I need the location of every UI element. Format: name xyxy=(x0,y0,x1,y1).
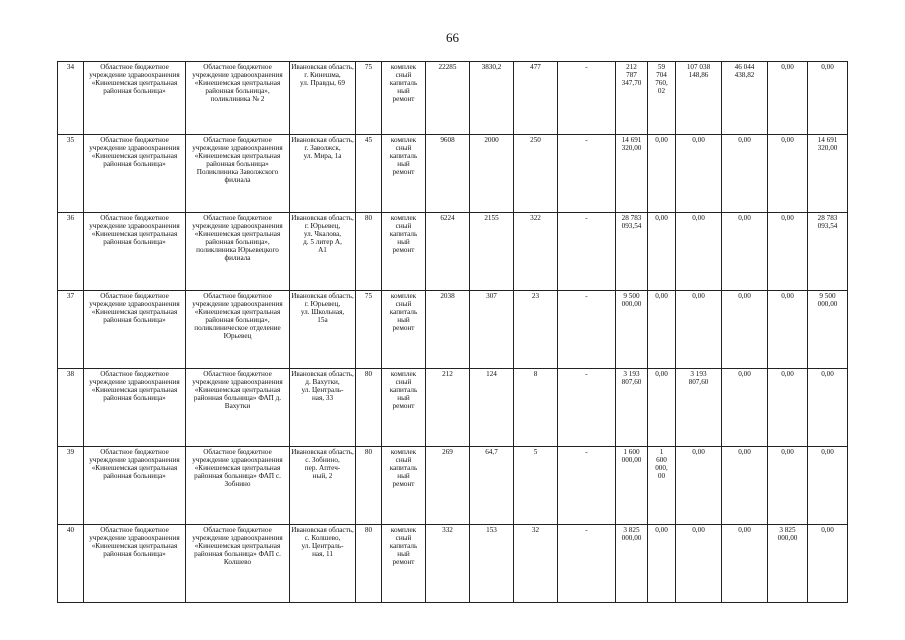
capacity-cell: 322 xyxy=(514,213,558,291)
organization-cell: Областное бюджетное учреждение здравоохранения «Кинешемская центральная районная больница» xyxy=(84,525,186,603)
area-cell: 332 xyxy=(426,525,470,603)
area-cell: 6224 xyxy=(426,213,470,291)
work-type-cell: комплек сный капиталь ный ремонт xyxy=(382,135,426,213)
work-type-cell: комплек сный капиталь ный ремонт xyxy=(382,525,426,603)
cost-year1-cell: 1 600 000, 00 xyxy=(648,447,676,525)
row-number-cell: 35 xyxy=(58,135,84,213)
organization-cell: Областное бюджетное учреждение здравоохранения «Кинешемская центральная районная больница» xyxy=(84,369,186,447)
total-cost-cell: 3 193 807,60 xyxy=(616,369,648,447)
row-number-cell: 37 xyxy=(58,291,84,369)
organization-cell: Областное бюджетное учреждение здравоохранения «Кинешемская центральная районная больница» xyxy=(84,62,186,135)
work-type-cell: комплек сный капиталь ный ремонт xyxy=(382,213,426,291)
dash-cell: - xyxy=(558,369,616,447)
capacity-cell: 8 xyxy=(514,369,558,447)
work-type-cell: комплек сный капиталь ный ремонт xyxy=(382,369,426,447)
row-number-cell: 38 xyxy=(58,369,84,447)
volume-cell: 307 xyxy=(470,291,514,369)
area-cell: 9608 xyxy=(426,135,470,213)
cost-year5-cell: 0,00 xyxy=(808,369,848,447)
cost-year2-cell: 0,00 xyxy=(676,525,722,603)
cost-year5-cell: 0,00 xyxy=(808,62,848,135)
wear-percent-cell: 75 xyxy=(356,291,382,369)
dash-cell: - xyxy=(558,291,616,369)
area-cell: 2038 xyxy=(426,291,470,369)
work-type-cell: комплек сный капиталь ный ремонт xyxy=(382,447,426,525)
capacity-cell: 5 xyxy=(514,447,558,525)
work-type-cell: комплек сный капиталь ный ремонт xyxy=(382,291,426,369)
object-name-cell: Областное бюджетное учреждение здравоохранения «Кинешемская центральная районная больница» ФАП д. Вахутки xyxy=(186,369,290,447)
table-row xyxy=(58,213,848,291)
object-name-cell: Областное бюджетное учреждение здравоохранения «Кинешемская центральная районная больница», поликлиника Юрьевецкого филиала xyxy=(186,213,290,291)
address-cell: Ивановская область, с. Зобнино, пер. Аптеч- ный, 2 xyxy=(290,447,356,525)
capacity-cell: 477 xyxy=(514,62,558,135)
cost-year2-cell: 0,00 xyxy=(676,213,722,291)
volume-cell: 2000 xyxy=(470,135,514,213)
address-cell: Ивановская область, г. Юрьевец, ул. Чкалова, д. 5 литер А, А1 xyxy=(290,213,356,291)
organization-cell: Областное бюджетное учреждение здравоохранения «Кинешемская центральная районная больница» xyxy=(84,291,186,369)
cost-year4-cell: 0,00 xyxy=(768,135,808,213)
cost-year4-cell: 0,00 xyxy=(768,62,808,135)
cost-year3-cell: 0,00 xyxy=(722,291,768,369)
area-cell: 212 xyxy=(426,369,470,447)
area-cell: 269 xyxy=(426,447,470,525)
object-name-cell: Областное бюджетное учреждение здравоохранения «Кинешемская центральная районная больница», поликлиника № 2 xyxy=(186,62,290,135)
cost-year4-cell: 0,00 xyxy=(768,291,808,369)
address-cell: Ивановская область, д. Вахутки, ул. Централь- ная, 33 xyxy=(290,369,356,447)
capital-repair-table xyxy=(57,61,848,603)
total-cost-cell: 14 691 320,00 xyxy=(616,135,648,213)
cost-year4-cell: 3 825 000,00 xyxy=(768,525,808,603)
wear-percent-cell: 80 xyxy=(356,525,382,603)
cost-year5-cell: 0,00 xyxy=(808,447,848,525)
cost-year1-cell: 0,00 xyxy=(648,369,676,447)
address-cell: Ивановская область, г. Кинешма, ул. Правды, 69 xyxy=(290,62,356,135)
volume-cell: 2155 xyxy=(470,213,514,291)
cost-year2-cell: 107 038 148,86 xyxy=(676,62,722,135)
dash-cell: - xyxy=(558,525,616,603)
cost-year2-cell: 0,00 xyxy=(676,291,722,369)
wear-percent-cell: 45 xyxy=(356,135,382,213)
object-name-cell: Областное бюджетное учреждение здравоохранения «Кинешемская центральная районная больница» ФАП с. Зобнино xyxy=(186,447,290,525)
cost-year3-cell: 0,00 xyxy=(722,135,768,213)
table-row xyxy=(58,135,848,213)
cost-year4-cell: 0,00 xyxy=(768,369,808,447)
wear-percent-cell: 80 xyxy=(356,213,382,291)
table-row xyxy=(58,62,848,135)
cost-year5-cell: 28 783 093,54 xyxy=(808,213,848,291)
object-name-cell: Областное бюджетное учреждение здравоохранения «Кинешемская центральная районная больница» ФАП с. Колшево xyxy=(186,525,290,603)
dash-cell: - xyxy=(558,62,616,135)
cost-year3-cell: 0,00 xyxy=(722,369,768,447)
row-number-cell: 34 xyxy=(58,62,84,135)
cost-year1-cell: 59 704 760, 02 xyxy=(648,62,676,135)
dash-cell: - xyxy=(558,135,616,213)
work-type-cell: комплек сный капиталь ный ремонт xyxy=(382,62,426,135)
wear-percent-cell: 80 xyxy=(356,447,382,525)
volume-cell: 3830,2 xyxy=(470,62,514,135)
total-cost-cell: 3 825 000,00 xyxy=(616,525,648,603)
cost-year1-cell: 0,00 xyxy=(648,525,676,603)
cost-year5-cell: 14 691 320,00 xyxy=(808,135,848,213)
cost-year5-cell: 0,00 xyxy=(808,525,848,603)
capacity-cell: 32 xyxy=(514,525,558,603)
area-cell: 22285 xyxy=(426,62,470,135)
cost-year3-cell: 0,00 xyxy=(722,213,768,291)
total-cost-cell: 1 600 000,00 xyxy=(616,447,648,525)
cost-year2-cell: 3 193 807,60 xyxy=(676,369,722,447)
address-cell: Ивановская область, с. Колшево, ул. Централь- ная, 11 xyxy=(290,525,356,603)
row-number-cell: 36 xyxy=(58,213,84,291)
cost-year1-cell: 0,00 xyxy=(648,135,676,213)
table-row xyxy=(58,525,848,603)
organization-cell: Областное бюджетное учреждение здравоохранения «Кинешемская центральная районная больница» xyxy=(84,213,186,291)
cost-year3-cell: 0,00 xyxy=(722,525,768,603)
table-row xyxy=(58,291,848,369)
cost-year4-cell: 0,00 xyxy=(768,447,808,525)
cost-year4-cell: 0,00 xyxy=(768,213,808,291)
row-number-cell: 39 xyxy=(58,447,84,525)
wear-percent-cell: 75 xyxy=(356,62,382,135)
total-cost-cell: 9 500 000,00 xyxy=(616,291,648,369)
cost-year2-cell: 0,00 xyxy=(676,447,722,525)
organization-cell: Областное бюджетное учреждение здравоохранения «Кинешемская центральная районная больница» xyxy=(84,135,186,213)
organization-cell: Областное бюджетное учреждение здравоохранения «Кинешемская центральная районная больница» xyxy=(84,447,186,525)
capacity-cell: 250 xyxy=(514,135,558,213)
table-body xyxy=(58,62,848,603)
dash-cell: - xyxy=(558,213,616,291)
table-row xyxy=(58,369,848,447)
address-cell: Ивановская область, г. Юрьевец, ул. Школьная, 15а xyxy=(290,291,356,369)
volume-cell: 153 xyxy=(470,525,514,603)
cost-year5-cell: 9 500 000,00 xyxy=(808,291,848,369)
row-number-cell: 40 xyxy=(58,525,84,603)
volume-cell: 64,7 xyxy=(470,447,514,525)
cost-year3-cell: 46 044 438,82 xyxy=(722,62,768,135)
total-cost-cell: 28 783 093,54 xyxy=(616,213,648,291)
capacity-cell: 23 xyxy=(514,291,558,369)
volume-cell: 124 xyxy=(470,369,514,447)
cost-year1-cell: 0,00 xyxy=(648,291,676,369)
cost-year2-cell: 0,00 xyxy=(676,135,722,213)
dash-cell: - xyxy=(558,447,616,525)
wear-percent-cell: 80 xyxy=(356,369,382,447)
cost-year1-cell: 0,00 xyxy=(648,213,676,291)
table-row xyxy=(58,447,848,525)
page-number: 66 xyxy=(446,30,459,45)
total-cost-cell: 212 787 347,70 xyxy=(616,62,648,135)
cost-year3-cell: 0,00 xyxy=(722,447,768,525)
object-name-cell: Областное бюджетное учреждение здравоохранения «Кинешемская центральная районная больница», поликлиническое отделение Юрьевец xyxy=(186,291,290,369)
object-name-cell: Областное бюджетное учреждение здравоохранения «Кинешемская центральная районная больница» Поликлиника Заволжского филиала xyxy=(186,135,290,213)
address-cell: Ивановская область, г. Заволжск, ул. Мира, 1а xyxy=(290,135,356,213)
